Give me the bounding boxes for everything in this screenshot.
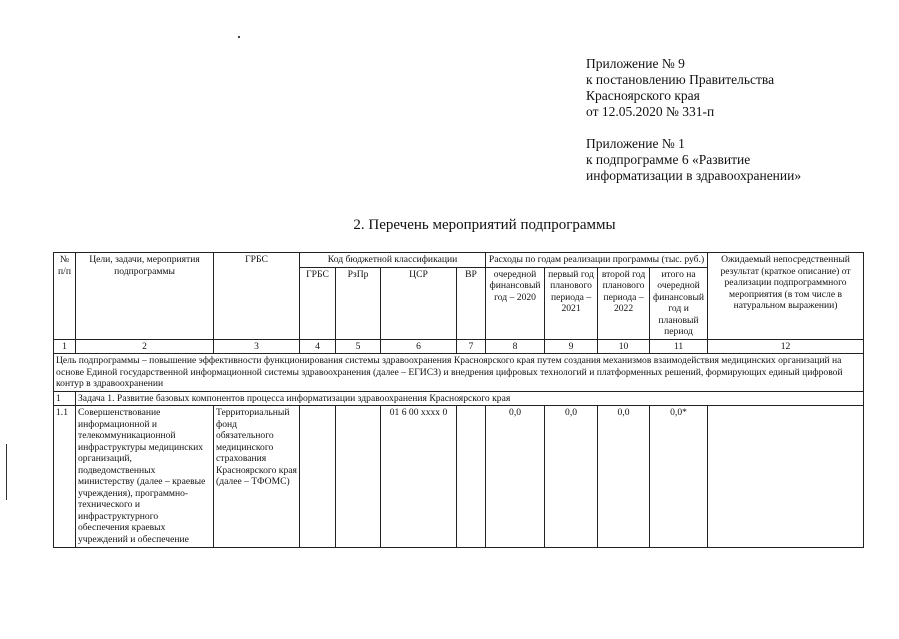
header-result: Ожидаемый непосредственный результат (краткое описание) от реализации подпрограммного мероприятия (в том числе в натуральном выражении) [708,253,864,340]
goal-text: Цель подпрограммы – повышение эффективности функционирования системы здравоохранения Красноярского края путем создания механизмов взаимодействия медицинских организаций на основе Единой государственной информационной системы здравоохранения (далее – ЕГИСЗ) и внедрения цифровых технологий и платформенных решений, формирующих единый цифровой контур в здравоохранении [54,354,864,392]
column-number: 7 [457,339,486,354]
task-num: 1 [54,391,76,406]
column-number: 12 [708,339,864,354]
column-number: 3 [214,339,300,354]
row-year-2021: 0,0 [545,406,598,548]
appendix-header [586,56,801,184]
activities-table [53,252,864,548]
column-number-row [54,339,864,354]
task-text: Задача 1. Развитие базовых компонентов процесса информатизации здравоохранения Красноярского края [76,391,864,406]
row-total: 0,0* [650,406,708,548]
section-title: 2. Перечень мероприятий подпрограммы [353,217,616,233]
column-number: 6 [381,339,457,354]
row-csr: 01 6 00 хххх 0 [381,406,457,548]
column-number: 11 [650,339,708,354]
table-row [54,406,864,548]
row-rzpr [336,406,381,548]
row-num: 1.1 [54,406,76,548]
subheader-rzpr: РзПр [336,267,381,339]
header-expenses: Расходы по годам реализации программы (тыс. руб.) [486,253,708,268]
subheader-year-2021: первый год планового периода – 2021 [545,267,598,339]
header-budget-code: Код бюджетной классификации [300,253,486,268]
subheader-total: итого на очередной финансовый год и плановый период [650,267,708,339]
appendix-gap [586,120,801,136]
header-grbs: ГРБС [214,253,300,340]
row-result [708,406,864,548]
header-num: № п/п [54,253,76,340]
column-number: 10 [598,339,650,354]
goal-row [54,354,864,392]
appendix-line: Приложение № 9 [586,56,685,71]
appendix-line: к постановлению Правительства [586,72,775,87]
row-year-2022: 0,0 [598,406,650,548]
appendix-line: Приложение № 1 [586,136,685,151]
column-number: 8 [486,339,545,354]
scan-speck [238,36,240,38]
task-row [54,391,864,406]
subheader-csr: ЦСР [381,267,457,339]
subheader-year-2022: второй год планового периода – 2022 [598,267,650,339]
appendix-line: Красноярского края [586,88,700,103]
subheader-grbs: ГРБС [300,267,336,339]
scan-margin-line [6,444,7,500]
appendix-line: от 12.05.2020 № 331-п [586,104,715,119]
appendix-line: к подпрограмме 6 «Развитие [586,152,751,167]
row-name: Совершенствование информационной и телекоммуникационной инфраструктуры медицинских организаций, подведомственных министерству (далее – краевые учреждения), программно-технического и инфраструктурного обеспечения краевых учреждений и обеспечение [76,406,214,548]
column-number: 9 [545,339,598,354]
header-goals: Цели, задачи, мероприятия подпрограммы [76,253,214,340]
table-header-row [54,253,864,268]
subheader-vr: ВР [457,267,486,339]
row-grbs-code [300,406,336,548]
column-number: 4 [300,339,336,354]
column-number: 2 [76,339,214,354]
row-grbs: Территориальный фонд обязательного медицинского страхования Красноярского края (далее – ТФОМС) [214,406,300,548]
row-vr [457,406,486,548]
subheader-year-2020: очередной финансовый год – 2020 [486,267,545,339]
column-number: 1 [54,339,76,354]
column-number: 5 [336,339,381,354]
row-year-2020: 0,0 [486,406,545,548]
appendix-line: информатизации в здравоохранении» [586,168,802,183]
